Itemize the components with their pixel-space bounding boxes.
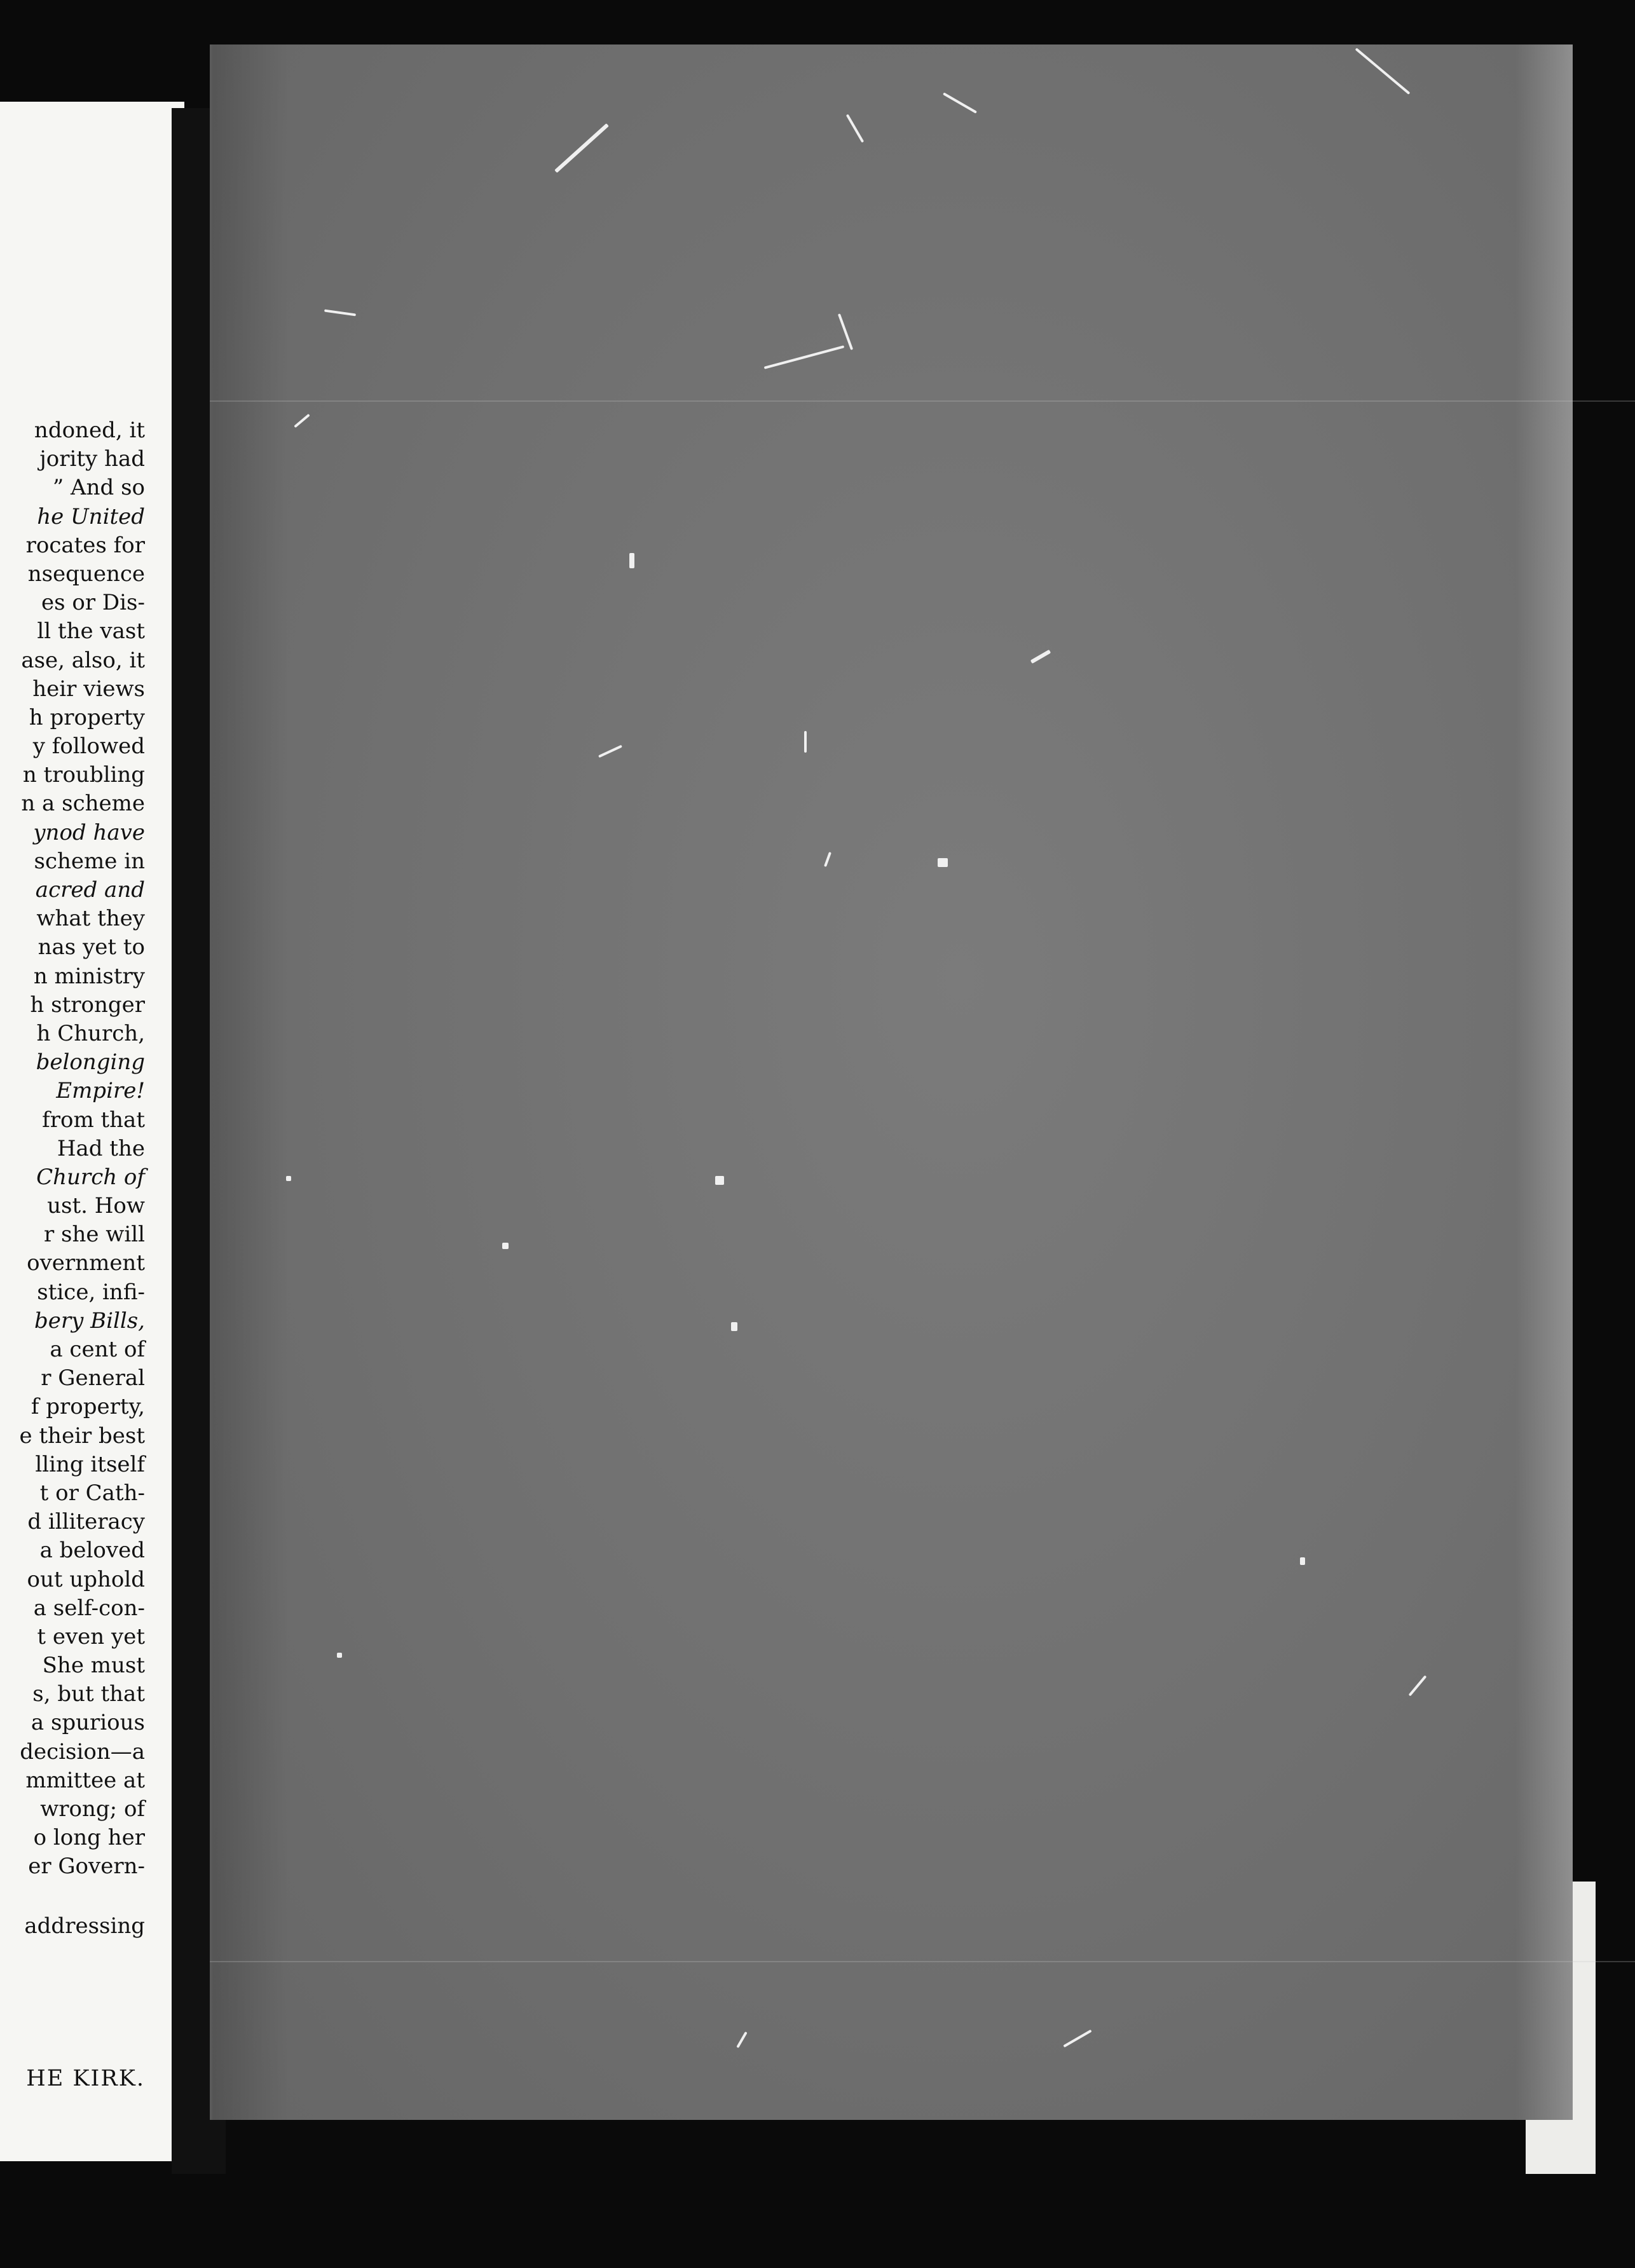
text-line: f property, xyxy=(31,1394,145,1420)
text-line: a self-con- xyxy=(33,1595,145,1621)
text-line: r she will xyxy=(43,1222,145,1248)
running-head: HE KIRK. xyxy=(26,2066,145,2091)
text-line: t even yet xyxy=(37,1623,145,1650)
text-line: t or Cath- xyxy=(39,1480,145,1506)
dust-speck xyxy=(804,731,807,753)
scan-artifact-line xyxy=(210,1961,1635,1962)
text-line: ynod have xyxy=(33,819,145,845)
text-line: h property xyxy=(29,704,145,730)
text-line: nas yet to xyxy=(38,934,145,960)
text-line: addressing xyxy=(24,1913,145,1939)
text-line: scheme in xyxy=(34,848,145,874)
text-line: acred and xyxy=(35,877,145,903)
text-line: h stronger xyxy=(30,992,145,1018)
text-line: a beloved xyxy=(39,1538,145,1564)
text-line: er Govern- xyxy=(28,1854,145,1880)
text-line: a cent of xyxy=(50,1337,145,1362)
text-line: rocates for xyxy=(25,532,145,558)
text-line: y followed xyxy=(32,734,145,760)
blank-grey-page xyxy=(210,44,1573,2120)
text-line: Empire! xyxy=(56,1078,145,1104)
dust-speck xyxy=(629,553,634,568)
text-line: s, but that xyxy=(32,1681,145,1707)
text-line: n troubling xyxy=(22,762,145,788)
text-line: r General xyxy=(41,1365,145,1391)
text-line: belonging xyxy=(36,1049,145,1076)
text-line: lling itself xyxy=(35,1451,145,1477)
text-line: ndoned, it xyxy=(34,418,145,443)
text-line: es or Dis- xyxy=(41,590,145,616)
dust-speck xyxy=(715,1176,724,1185)
text-line: ust. How xyxy=(47,1193,145,1219)
text-line: wrong; of xyxy=(40,1796,145,1822)
text-line: from that xyxy=(42,1107,145,1133)
text-line: what they xyxy=(36,906,145,932)
dust-speck xyxy=(731,1322,737,1331)
text-line: bery Bills, xyxy=(34,1308,145,1334)
text-line: o long her xyxy=(33,1825,145,1851)
text-line: decision—a xyxy=(20,1739,145,1765)
text-line: n a scheme xyxy=(21,791,145,817)
dust-speck xyxy=(286,1176,291,1181)
dust-speck xyxy=(337,1653,342,1658)
text-line: heir views xyxy=(32,676,145,702)
text-line: mmittee at xyxy=(25,1767,145,1793)
text-line: out uphold xyxy=(27,1566,145,1592)
left-page-text xyxy=(0,416,145,1941)
text-line: Had the xyxy=(57,1135,145,1161)
dust-speck xyxy=(938,858,948,867)
text-line: overnment xyxy=(27,1250,145,1276)
text-line: h Church, xyxy=(36,1020,145,1046)
text-line: d illiteracy xyxy=(27,1509,145,1535)
text-line: nsequence xyxy=(27,561,145,587)
text-line: ” And so xyxy=(52,475,145,501)
text-line: n ministry xyxy=(33,963,145,989)
text-line: stice, infi- xyxy=(37,1279,145,1305)
left-page xyxy=(0,102,184,2161)
text-line: Church of xyxy=(36,1164,145,1190)
dust-speck xyxy=(1300,1557,1305,1565)
text-line: e their best xyxy=(19,1423,145,1449)
dust-speck xyxy=(502,1243,509,1249)
text-line: ll the vast xyxy=(37,618,145,645)
text-line: a spurious xyxy=(31,1710,145,1736)
scan-artifact-line xyxy=(210,400,1635,402)
text-line: jority had xyxy=(39,446,145,472)
text-line: She must xyxy=(42,1653,145,1679)
text-line: he United xyxy=(37,503,145,529)
text-line: ase, also, it xyxy=(21,647,145,673)
